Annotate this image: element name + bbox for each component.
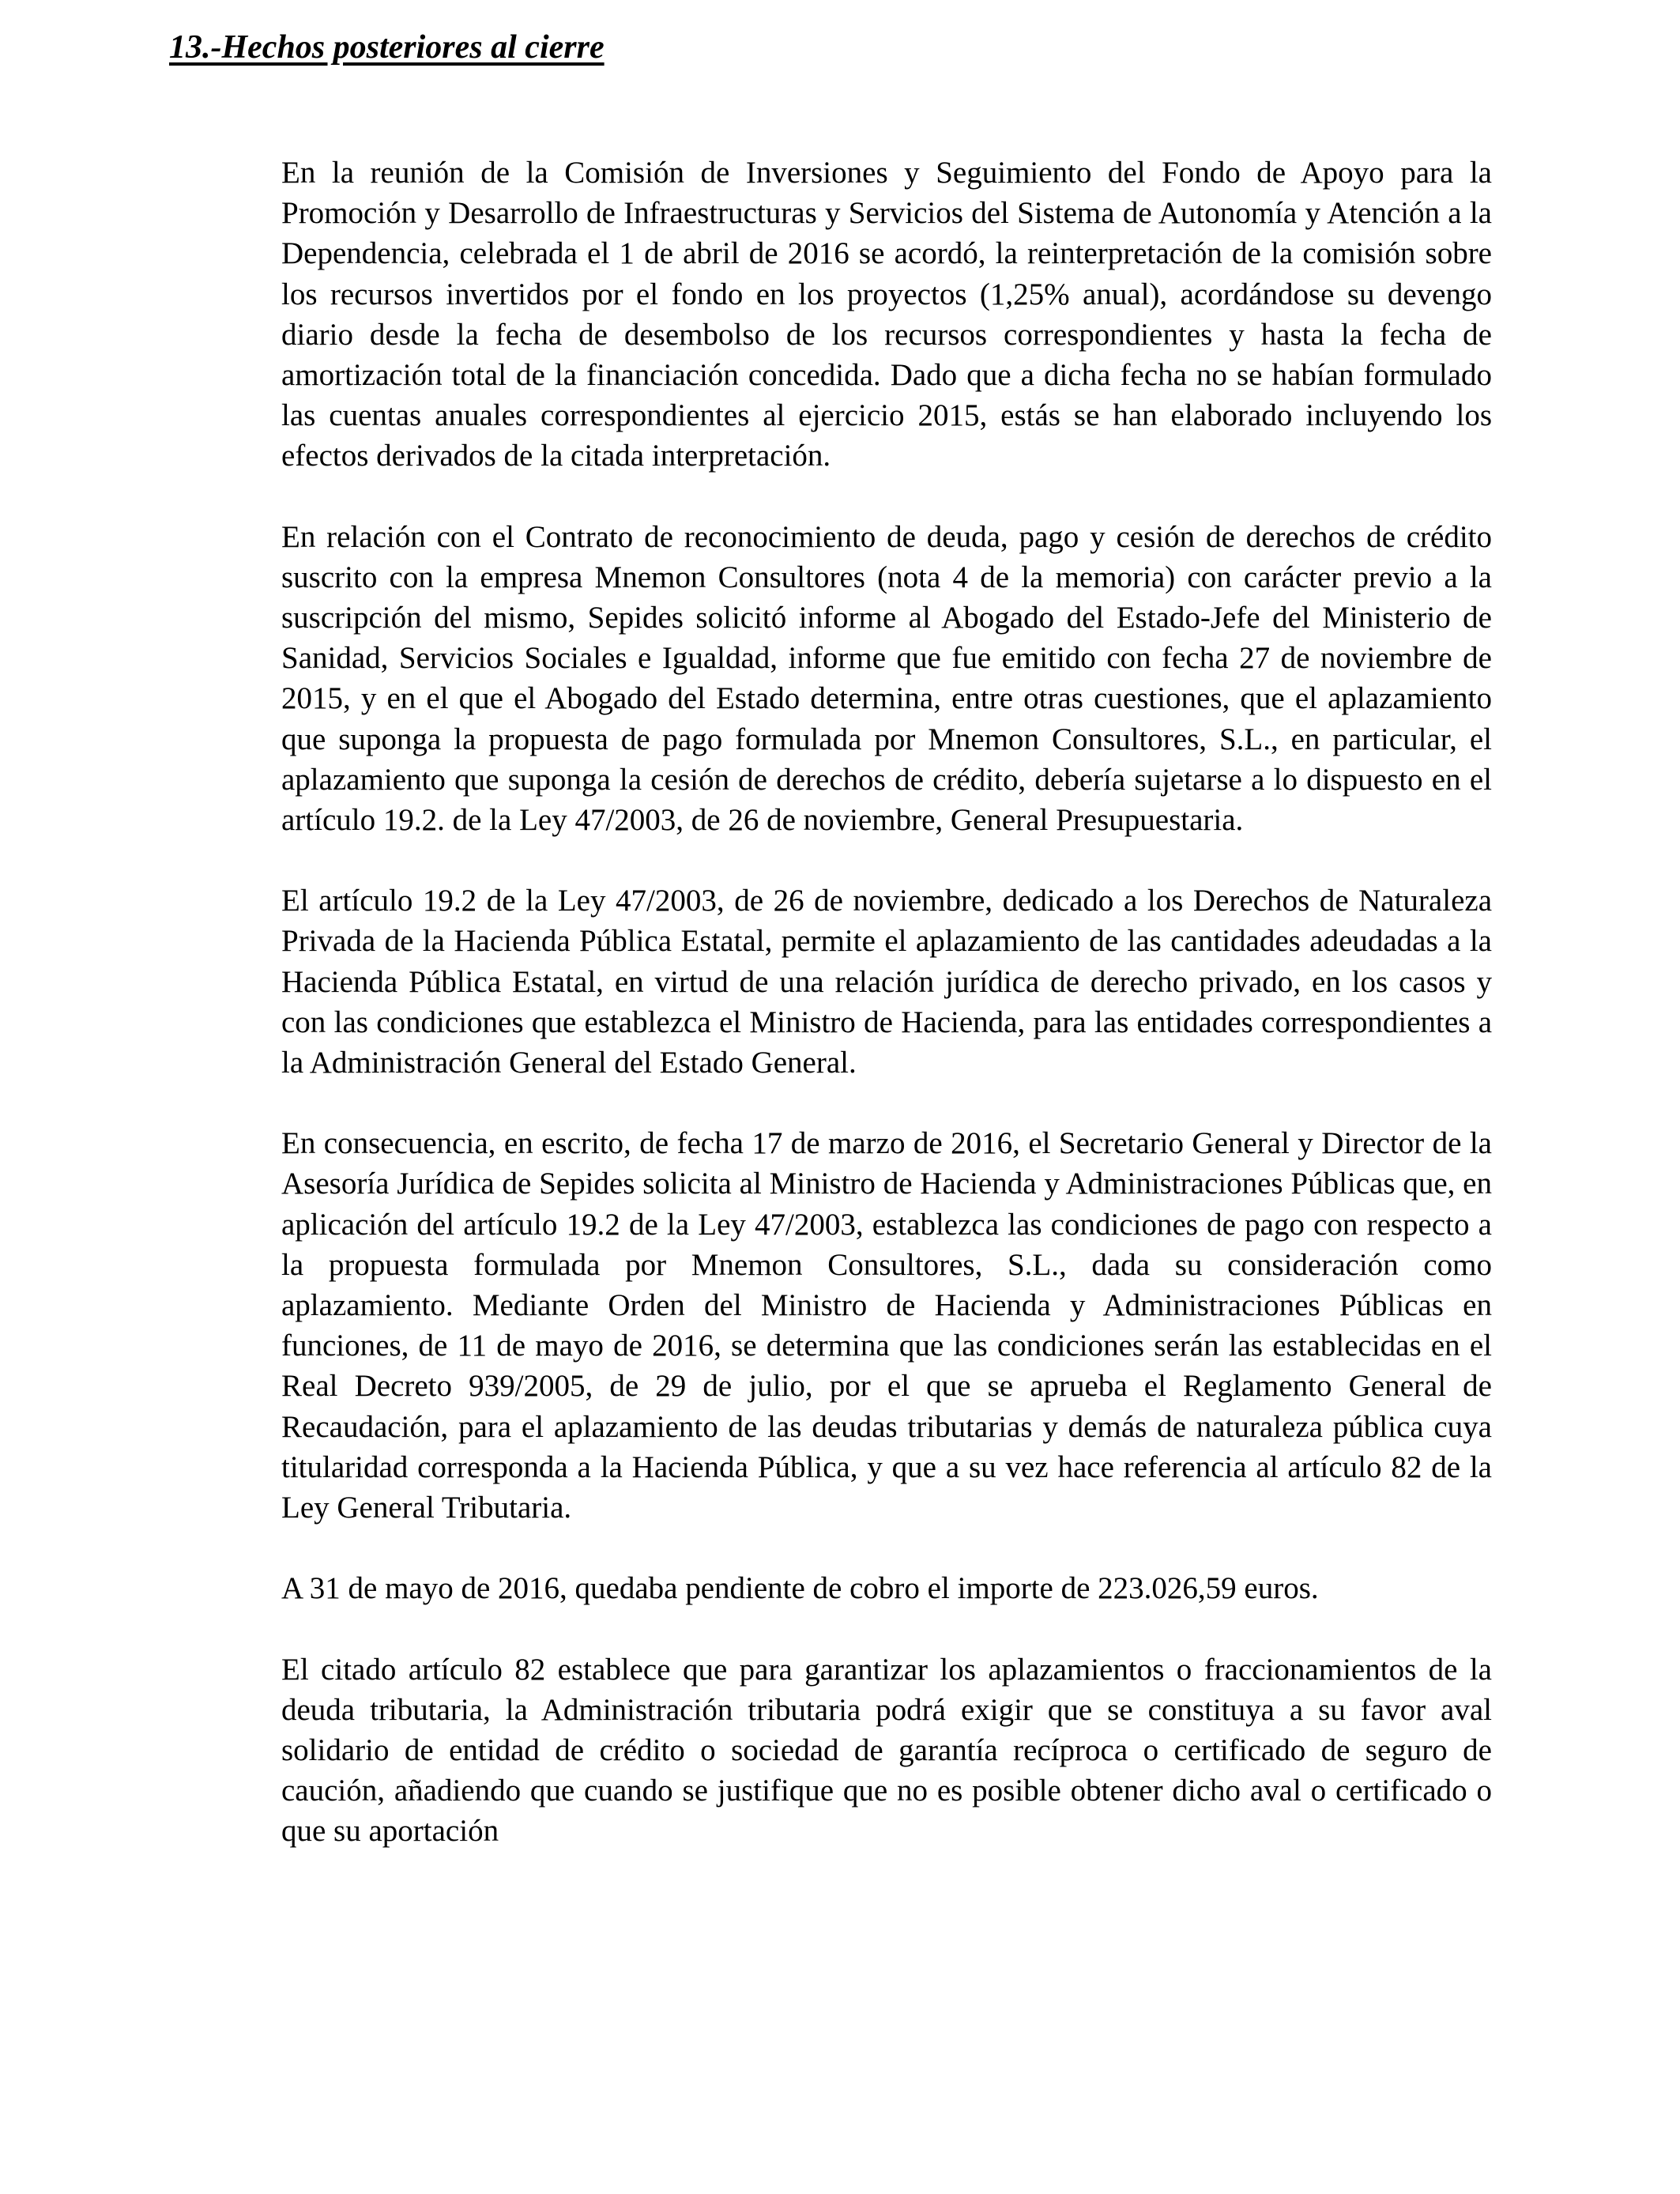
document-body [281, 153, 1492, 1892]
paragraph-mnemon-contract: En relación con el Contrato de reconocimiento de deuda, pago y cesión de derechos de crédito suscrito con la empresa Mnemon Consultores (nota 4 de la memoria) con carácter previo a la suscripción del mismo, Sepides solicitó informe al Abogado del Estado-Jefe del Ministerio de Sanidad, Servicios Sociales e Igualdad, informe que fue emitido con fecha 27 de noviembre de 2015, y en el que el Abogado del Estado determina, entre otras cuestiones, que el aplazamiento que suponga la propuesta de pago formulada por Mnemon Consultores, S.L., en particular, el aplazamiento que suponga la cesión de derechos de crédito, debería sujetarse a lo dispuesto en el artículo 19.2. de la Ley 47/2003, de 26 de noviembre, General Presupuestaria. [281, 519, 1492, 838]
paragraph-commission-reinterpretation: En la reunión de la Comisión de Inversiones y Seguimiento del Fondo de Apoyo para la Promoción y Desarrollo de Infraestructuras y Servicios del Sistema de Autonomía y Atención a la Dependencia, celebrada el 1 de abril de 2016 se acordó, la reinterpretación de la comisión sobre los recursos invertidos por el fondo en los proyectos (1,25% anual), acordándose su devengo diario desde la fecha de desembolso de los recursos correspondientes y hasta la fecha de amortización total de la financiación concedida. Dado que a dicha fecha no se habían formulado las cuentas anuales correspondientes al ejercicio 2015, estás se han elaborado incluyendo los efectos derivados de la citada interpretación. [281, 156, 1492, 473]
paragraph-article-19-2: El artículo 19.2 de la Ley 47/2003, de 26 de noviembre, dedicado a los Derechos de Naturaleza Privada de la Hacienda Pública Estatal, permite el aplazamiento de las cantidades adeudadas a la Hacienda Pública Estatal, en virtud de una relación jurídica de derecho privado, en los casos y con las condiciones que establezca el Ministro de Hacienda, para las entidades correspondientes a la Administración General del Estado General. [281, 884, 1492, 1080]
section-heading: 13.-Hechos posteriores al cierre [169, 29, 605, 66]
paragraph-article-82: El citado artículo 82 establece que para garantizar los aplazamientos o fraccionamientos de la deuda tributaria, la Administración tributaria podrá exigir que se constituya a su favor aval solidario de entidad de crédito o sociedad de garantía recíproca o certificado de seguro de caución, añadiendo que cuando se justifique que no es posible obtener dicho aval o certificado o que su aportación [281, 1652, 1492, 1849]
paragraph-pending-amount: A 31 de mayo de 2016, quedaba pendiente de cobro el importe de 223.026,59 euros. [281, 1571, 1319, 1606]
paragraph-consequence-order: En consecuencia, en escrito, de fecha 17 de marzo de 2016, el Secretario General y Director de la Asesoría Jurídica de Sepides solicita al Ministro de Hacienda y Administraciones Públicas que, en aplicación del artículo 19.2 de la Ley 47/2003, establezca las condiciones de pago con respecto a la propuesta formulada por Mnemon Consultores, S.L., dada su consideración como aplazamiento. Mediante Orden del Ministro de Hacienda y Administraciones Públicas en funciones, de 11 de mayo de 2016, se determina que las condiciones serán las establecidas en el Real Decreto 939/2005, de 29 de julio, por el que se aprueba el Reglamento General de Recaudación, para el aplazamiento de las deudas tributarias y demás de naturaleza pública cuya titularidad corresponda a la Hacienda Pública, y que a su vez hace referencia al artículo 82 de la Ley General Tributaria. [281, 1126, 1492, 1525]
